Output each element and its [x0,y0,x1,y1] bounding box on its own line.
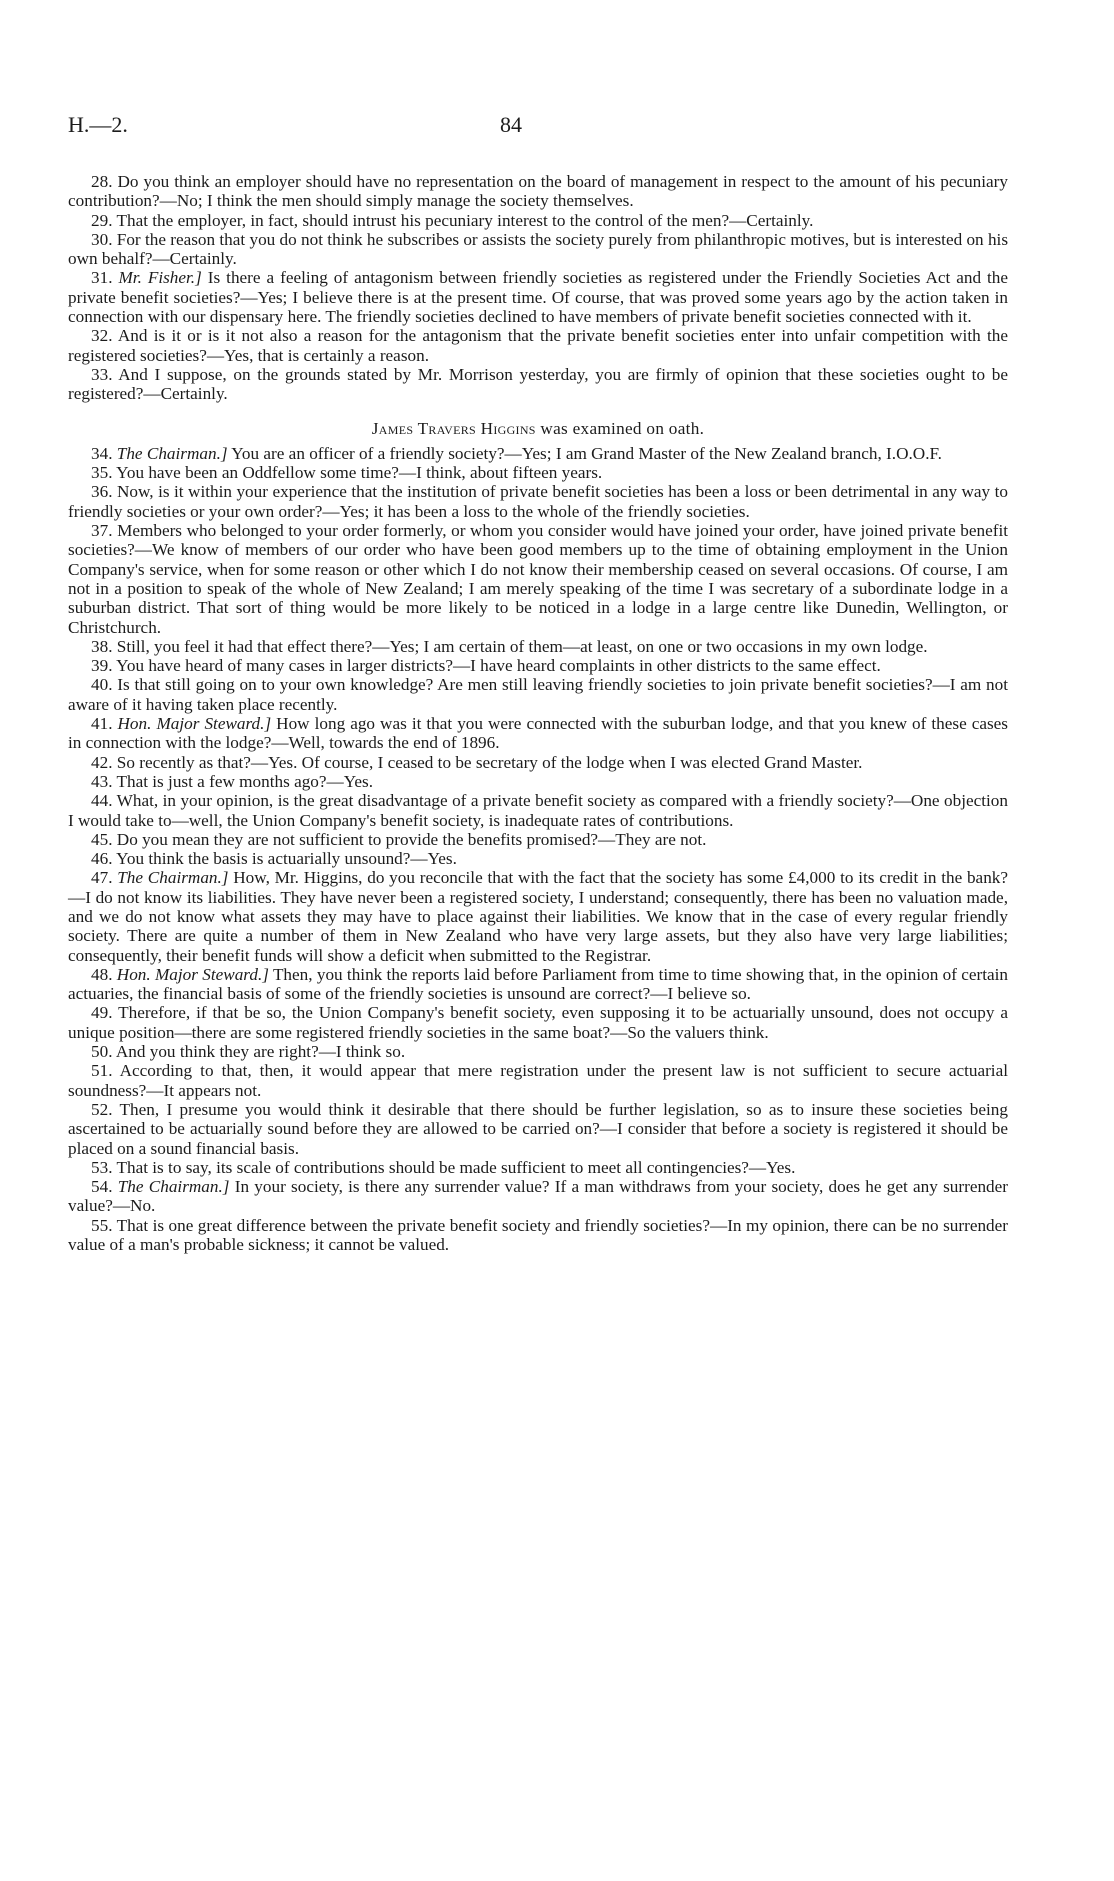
question-number: 32. [91,326,113,346]
question-paragraph [68,637,1008,656]
testimony-section-before [68,172,1008,404]
question-text: That is one great difference between the private benefit society and friendly societies?—In my opinion, there can be no surrender value of a man's probable sickness; it cannot be valued. [68,1215,1008,1255]
question-paragraph [68,830,1008,849]
question-number: 43. [91,771,113,791]
question-paragraph [68,1100,1008,1158]
question-text: Now, is it within your experience that the institution of private benefit societies has been a loss or been detrimental in any way to friendly societies or your own order?—Yes; it has been a loss to the whole of the friendly societies. [68,482,1009,521]
question-paragraph [68,849,1008,868]
document-body [68,172,1008,1254]
question-text: How long ago was it that you were connected with the suburban lodge, and that you knew of these cases in connection with the lodge?—Well, towards the end of 1896. [68,714,1008,753]
speaker-label: Hon. Major Steward.] [116,964,269,984]
page-number: 84 [500,112,522,137]
question-paragraph [68,482,1008,521]
testimony-section-after [68,444,1008,1254]
question-number: 55. [91,1215,113,1235]
document-code: H.—2. [68,112,128,137]
question-number: 53. [91,1157,113,1177]
question-paragraph [68,463,1008,482]
question-number: 39. [91,656,113,676]
question-text: How, Mr. Higgins, do you reconcile that with the fact that the society has some £4,000 to its credit in the bank?—I do not know its liabilities. They have never been a registered society, I understand; consequently, there has been no valuation made, and we do not know what assets they may have to place against their liabilities. We know that in the case of every regular friendly society. There are quite a number of them in New Zealand who have very large assets, but they also have very large liabilities; consequently, their benefit funds will show a deficit when submitted to the Registrar. [68,868,1009,965]
question-number: 34. [91,443,113,463]
speaker-label: Hon. Major Steward.] [117,714,272,734]
question-paragraph [68,1158,1008,1177]
question-paragraph [68,268,1008,326]
witness-heading-suffix: was examined on oath. [540,418,705,438]
question-number: 50. [91,1042,113,1062]
question-paragraph [68,521,1008,637]
question-paragraph [68,1042,1008,1061]
question-number: 49. [91,1003,113,1023]
question-paragraph [68,753,1008,772]
question-text: And you think they are right?—I think so. [115,1042,406,1062]
question-paragraph [68,211,1008,230]
speaker-label: The Chairman.] [117,868,229,888]
question-text: Do you think an employer should have no representation on the board of management in respect to the amount of his pecuniary contribution?—No; I think the men should simply manage the society themselves. [68,172,1009,211]
question-number: 29. [91,210,113,230]
question-text: Members who belonged to your order formerly, or whom you consider would have joined your order, have joined private benefit societies?—We know of members of our order who have been good members up to the time of obtaining employment in the Union Company's service, when for some reason or other which I do not know their membership ceased on several occasions. Of course, I am not in a position to speak of the whole of New Zealand; I am merely speaking of the time I was secretary of a subordinate lodge in a suburban district. That sort of thing would be more likely to be noticed in a lodge in a large centre like Dunedin, Wellington, or Christchurch. [68,521,1009,637]
question-number: 38. [91,636,113,656]
question-paragraph [68,772,1008,791]
question-paragraph [68,326,1008,365]
question-number: 44. [91,791,113,811]
question-text: So recently as that?—Yes. Of course, I ceased to be secretary of the lodge when I was elected Grand Master. [116,752,863,772]
question-text: What, in your opinion, is the great disadvantage of a private benefit society as compared with a friendly society?—One objection I would take to—well, the Union Company's benefit society, is inadequate rates of contributions. [68,791,1008,830]
question-number: 31. [91,268,113,288]
question-paragraph [68,1216,1008,1255]
question-number: 52. [91,1099,113,1119]
question-paragraph [68,1061,1008,1100]
question-number: 51. [91,1061,113,1081]
question-text: That is to say, its scale of contributions should be made sufficient to meet all contingencies?—Yes. [116,1157,796,1177]
question-text: You are an officer of a friendly society?—Yes; I am Grand Master of the New Zealand branch, I.O.O.F. [231,443,942,463]
question-text: In your society, is there any surrender value? If a man withdraws from your society, does he get any surrender value?—No. [68,1177,1008,1216]
question-text: Still, you feel it had that effect there?—Yes; I am certain of them—at least, on one or two occasions in my own lodge. [116,636,928,656]
question-text: Do you mean they are not sufficient to provide the benefits promised?—They are not. [116,829,707,849]
question-text: That is just a few months ago?—Yes. [116,771,374,791]
question-number: 42. [91,752,113,772]
question-paragraph [68,714,1008,753]
question-paragraph [68,1003,1008,1042]
question-text: That the employer, in fact, should intrust his pecuniary interest to the control of the men?—Certainly. [116,210,814,230]
question-text: For the reason that you do not think he subscribes or assists the society purely from philanthropic motives, but is interested on his own behalf?—Certainly. [68,229,1009,269]
question-text: Therefore, if that be so, the Union Company's benefit society, even supposing it to be actuarially unsound, does not occupy a unique position—there are some registered friendly societies in the same boat?—So the valuers think. [68,1003,1008,1042]
question-number: 35. [91,463,113,483]
page-header [0,112,1114,142]
question-number: 48. [91,964,113,984]
question-text: According to that, then, it would appear that mere registration under the present law is not sufficient to secure actuarial soundness?—It appears not. [68,1061,1008,1100]
question-text: Is there a feeling of antagonism between friendly societies as registered under the Friendly Societies Act and the private benefit societies?—Yes; I believe there is at the present time. Of course, that was proved some years ago by the action taken in connection with our dispensary here. The friendly societies declined to have members of private benefit societies connected with it. [68,268,1009,327]
witness-heading [68,419,1008,438]
question-number: 54. [91,1177,113,1197]
question-paragraph [68,791,1008,830]
question-paragraph [68,868,1008,964]
question-number: 45. [91,829,113,849]
question-text: And is it or is it not also a reason for the antagonism that the private benefit societies enter into unfair competition with the registered societies?—Yes, that is certainly a reason. [68,326,1008,365]
question-text: You think the basis is actuarially unsound?—Yes. [116,849,457,869]
speaker-label: The Chairman.] [116,443,228,463]
speaker-label: Mr. Fisher.] [118,268,202,288]
question-number: 46. [91,849,113,869]
question-text: Then, you think the reports laid before Parliament from time to time showing that, in the opinion of certain actuaries, the financial basis of some of the friendly societies is unsound are correct?—I believe so. [68,964,1009,1004]
question-number: 36. [91,482,113,502]
question-text: Then, I presume you would think it desirable that there should be further legislation, so as to insure these societies being ascertained to be actuarially sound before they are allowed to be carried on?—I consider that before a society is registered it should be placed on a sound financial basis. [68,1099,1008,1158]
question-paragraph [68,365,1008,404]
question-text: And I suppose, on the grounds stated by Mr. Morrison yesterday, you are firmly of opinion that these societies ought to be registered?—Certainly. [68,364,1008,404]
speaker-label: The Chairman.] [117,1177,230,1197]
question-paragraph [68,230,1008,269]
question-number: 28. [91,172,113,191]
question-number: 41. [91,714,113,734]
question-number: 40. [91,675,113,695]
question-paragraph [68,1177,1008,1216]
question-number: 33. [91,364,113,384]
witness-name: James Travers Higgins [371,418,536,438]
question-paragraph [68,675,1008,714]
question-number: 37. [91,521,113,541]
question-number: 47. [91,868,113,888]
question-paragraph [68,444,1008,463]
question-text: You have heard of many cases in larger districts?—I have heard complaints in other districts to the same effect. [116,656,881,676]
question-number: 30. [91,229,113,249]
question-text: Is that still going on to your own knowledge? Are men still leaving friendly societies to join private benefit societies?—I am not aware of it having taken place recently. [68,675,1008,714]
question-paragraph [68,172,1008,211]
question-paragraph [68,965,1008,1004]
question-paragraph [68,656,1008,675]
question-text: You have been an Oddfellow some time?—I think, about fifteen years. [116,463,603,483]
